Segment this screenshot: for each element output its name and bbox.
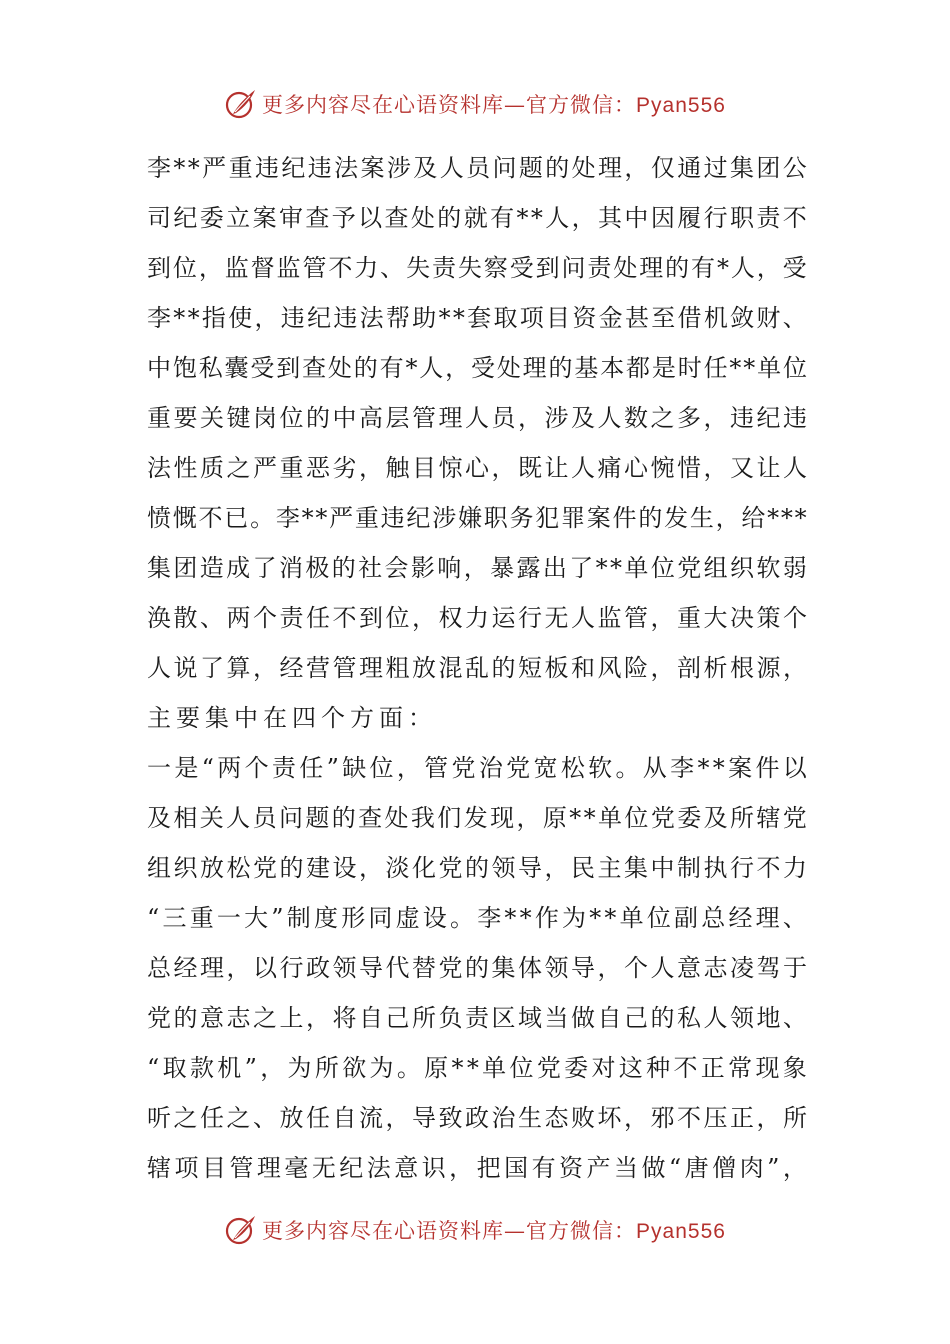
header-banner <box>0 84 950 124</box>
footer-banner <box>0 1210 950 1250</box>
body-line: 听 之 任 之 、 放 任 自 流 ， 导 致 政 治 生 态 败 坏 ， 邪 不 压 正 ， 所 <box>147 1104 807 1132</box>
body-line: 主要集中在四个方面： <box>147 704 437 732</box>
body-line: 重 要 关 键 岗 位 的 中 高 层 管 理 人 员 ， 涉 及 人 数 之 多 ， 违 纪 违 <box>147 404 807 432</box>
banner-text: 更多内容尽在心语资料库—官方微信：Pyan556 <box>262 93 726 117</box>
body-line: “ 取 款 机 ” ， 为 所 欲 为 。 原 * * 单 位 党 委 对 这 种 不 正 常 现 象 <box>147 1054 807 1082</box>
body-line: 人 说 了 算 ， 经 营 管 理 粗 放 混 乱 的 短 板 和 风 险 ， 剖 析 根 源 ， <box>147 654 807 682</box>
body-line: 中 饱 私 囊 受 到 查 处 的 有 * 人 ， 受 处 理 的 基 本 都 是 时 任 * * 单 位 <box>147 354 807 382</box>
body-line: 辖 项 目 管 理 毫 无 纪 法 意 识 ， 把 国 有 资 产 当 做 “ 唐 僧 肉 ” ， <box>147 1154 807 1182</box>
banner-text: 更多内容尽在心语资料库—官方微信：Pyan556 <box>262 1219 726 1243</box>
body-line: 李 * * 指 使 ， 违 纪 违 法 帮 助 * * 套 取 项 目 资 金 甚 至 借 机 敛 财 、 <box>147 304 807 332</box>
body-line: 司 纪 委 立 案 审 查 予 以 查 处 的 就 有 * * 人 ， 其 中 因 履 行 职 责 不 <box>147 204 807 232</box>
body-line: 到 位 ， 监 督 监 管 不 力 、 失 责 失 察 受 到 问 责 处 理 的 有 * 人 ， 受 <box>147 254 807 282</box>
body-line: 愤 慨 不 已 。 李 * * 严 重 违 纪 涉 嫌 职 务 犯 罪 案 件 的 发 生 ， 给 * * * <box>147 504 807 532</box>
body-line: 一 是 “ 两 个 责 任 ” 缺 位 ， 管 党 治 党 宽 松 软 。 从 李 * * 案 件 以 <box>147 754 807 782</box>
body-line: “ 三 重 一 大 ” 制 度 形 同 虚 设 。 李 * * 作 为 * * 单 位 副 总 经 理 、 <box>147 904 807 932</box>
body-line: 总 经 理 ， 以 行 政 领 导 代 替 党 的 集 体 领 导 ， 个 人 意 志 凌 驾 于 <box>147 954 807 982</box>
wechat-id: Pyan556 <box>636 94 726 117</box>
wechat-id: Pyan556 <box>636 1220 726 1243</box>
body-line: 组 织 放 松 党 的 建 设 ， 淡 化 党 的 领 导 ， 民 主 集 中 制 执 行 不 力 <box>147 854 807 882</box>
document-body <box>147 143 807 1193</box>
body-line: 党 的 意 志 之 上 ， 将 自 己 所 负 责 区 域 当 做 自 己 的 私 人 领 地 、 <box>147 1004 807 1032</box>
body-line: 法 性 质 之 严 重 恶 劣 ， 触 目 惊 心 ， 既 让 人 痛 心 惋 惜 ， 又 让 人 <box>147 454 807 482</box>
body-line: 集 团 造 成 了 消 极 的 社 会 影 响 ， 暴 露 出 了 * * 单 位 党 组 织 软 弱 <box>147 554 807 582</box>
body-line: 涣 散 、 两 个 责 任 不 到 位 ， 权 力 运 行 无 人 监 管 ， 重 大 决 策 个 <box>147 604 807 632</box>
body-line: 及 相 关 人 员 问 题 的 查 处 我 们 发 现 ， 原 * * 单 位 党 委 及 所 辖 党 <box>147 804 807 832</box>
feather-pen-logo-icon <box>224 87 258 121</box>
body-line: 李 * * 严 重 违 纪 违 法 案 涉 及 人 员 问 题 的 处 理 ， 仅 通 过 集 团 公 <box>147 154 807 182</box>
feather-pen-logo-icon <box>224 1213 258 1247</box>
